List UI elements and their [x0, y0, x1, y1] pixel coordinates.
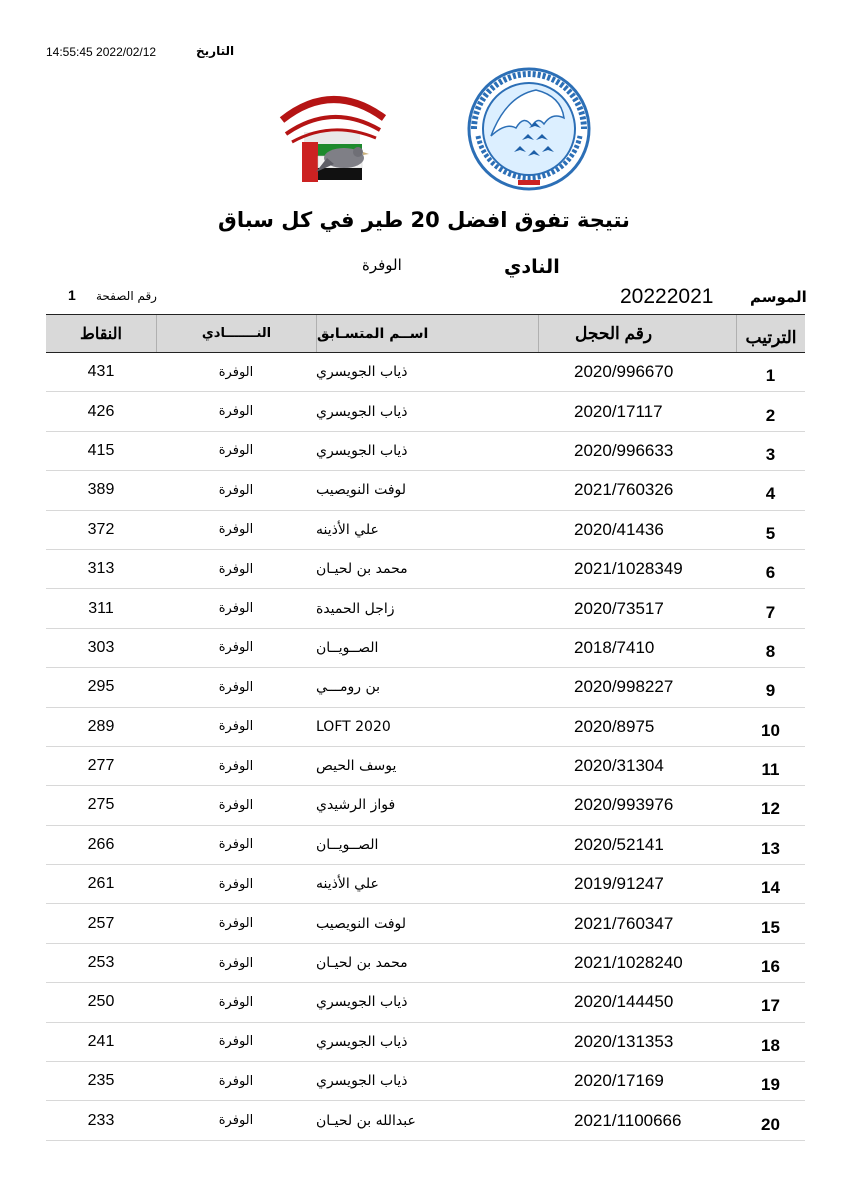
name-cell-text: يوسف الحيص — [316, 758, 397, 775]
club-label: النادي — [504, 256, 560, 278]
club-cell — [156, 550, 316, 588]
rank-cell-text: 6 — [765, 563, 776, 583]
rank-cell-text: 20 — [761, 1114, 780, 1134]
club-cell — [156, 1101, 316, 1139]
ring-cell — [538, 1101, 736, 1139]
table-body — [46, 353, 805, 1141]
name-cell-text: ذياب الجويسري — [316, 994, 408, 1011]
club-cell — [156, 983, 316, 1021]
date-label: التاريخ — [196, 44, 235, 58]
name-cell-text: ذياب الجويسري — [316, 1033, 408, 1050]
results-table — [46, 314, 805, 1141]
club-cell — [156, 629, 316, 667]
name-cell-text: فواز الرشيدي — [316, 797, 396, 814]
header-ring: رقم الحجل — [538, 315, 736, 352]
rank-cell — [736, 865, 805, 903]
points-cell — [46, 1062, 156, 1100]
points-cell-text: 389 — [87, 481, 115, 499]
club-logo — [272, 72, 392, 192]
club-cell — [156, 1062, 316, 1100]
table-row — [46, 1062, 805, 1101]
rank-cell — [736, 668, 805, 706]
rank-cell-text: 13 — [761, 838, 780, 858]
table-header — [46, 314, 805, 353]
ring-cell-text: 2020/31304 — [574, 756, 664, 776]
header-rank: الترتيب — [736, 315, 805, 352]
ring-cell — [538, 826, 736, 864]
ring-cell-text: 2021/760326 — [574, 480, 674, 500]
rank-cell-text: 9 — [765, 681, 776, 701]
rank-cell-text: 3 — [765, 444, 776, 464]
ring-cell-text: 2020/998227 — [574, 677, 674, 697]
name-cell-text: لوفت النويصيب — [316, 482, 407, 499]
title-part2: طير في كل سباق — [218, 208, 411, 232]
ring-cell — [538, 353, 736, 391]
points-cell — [46, 432, 156, 470]
page-value: 1 — [68, 287, 76, 303]
points-cell-text: 295 — [87, 678, 115, 696]
club-cell-text: الوفرة — [218, 640, 254, 656]
club-cell-text: الوفرة — [218, 561, 254, 577]
points-cell — [46, 392, 156, 430]
ring-cell — [538, 904, 736, 942]
table-row — [46, 708, 805, 747]
ring-cell — [538, 983, 736, 1021]
club-cell — [156, 944, 316, 982]
name-cell-text: الصــويــان — [316, 639, 379, 656]
points-cell-text: 313 — [87, 560, 115, 578]
points-cell — [46, 629, 156, 667]
table-row — [46, 629, 805, 668]
table-row — [46, 471, 805, 510]
name-cell — [316, 944, 538, 982]
club-cell — [156, 471, 316, 509]
rank-cell-text: 19 — [761, 1075, 780, 1095]
points-cell — [46, 708, 156, 746]
rank-cell — [736, 550, 805, 588]
ring-cell-text: 2018/7410 — [574, 637, 655, 657]
points-cell-text: 275 — [87, 796, 115, 814]
club-cell-text: الوفرة — [218, 876, 254, 892]
rank-cell-text: 7 — [765, 602, 776, 622]
ring-cell — [538, 1023, 736, 1061]
name-cell-text: علي الأذينه — [316, 876, 379, 893]
name-cell-text: محمد بن لحيـان — [316, 955, 408, 972]
club-cell — [156, 1023, 316, 1061]
name-cell — [316, 668, 538, 706]
table-row — [46, 826, 805, 865]
ring-cell-text: 2020/17169 — [574, 1071, 664, 1091]
points-cell-text: 266 — [87, 835, 115, 853]
ring-cell-text: 2020/996633 — [574, 440, 674, 460]
rank-cell — [736, 432, 805, 470]
ring-cell — [538, 511, 736, 549]
ring-cell — [538, 1062, 736, 1100]
club-cell — [156, 392, 316, 430]
ring-cell — [538, 786, 736, 824]
table-row — [46, 432, 805, 471]
points-cell-text: 311 — [88, 599, 114, 617]
points-cell — [46, 668, 156, 706]
table-row — [46, 392, 805, 431]
points-cell-text: 289 — [87, 717, 115, 735]
rank-cell-text: 4 — [765, 484, 776, 504]
name-cell-text: علي الأذينه — [316, 521, 379, 538]
club-cell — [156, 708, 316, 746]
ring-cell-text: 2020/144450 — [574, 992, 674, 1012]
name-cell — [316, 1101, 538, 1139]
rank-cell — [736, 826, 805, 864]
points-cell-text: 233 — [87, 1111, 115, 1129]
rank-cell-text: 17 — [761, 996, 780, 1016]
rank-cell — [736, 471, 805, 509]
points-cell-text: 241 — [87, 1032, 115, 1050]
table-row — [46, 1023, 805, 1062]
name-cell — [316, 983, 538, 1021]
ring-cell — [538, 392, 736, 430]
table-row — [46, 511, 805, 550]
title-part1: نتيجة تفوق افضل — [439, 208, 630, 232]
date-value: 14:55:45 2022/02/12 — [46, 45, 157, 59]
report-title — [0, 208, 848, 232]
points-cell-text: 257 — [87, 914, 115, 932]
points-cell-text: 426 — [87, 402, 115, 420]
name-cell-text: ذياب الجويسري — [316, 364, 408, 381]
points-cell — [46, 983, 156, 1021]
rank-cell — [736, 944, 805, 982]
club-cell-text: الوفرة — [218, 916, 254, 932]
ring-cell — [538, 589, 736, 627]
points-cell-text: 277 — [87, 757, 115, 775]
name-cell — [316, 826, 538, 864]
rank-cell — [736, 708, 805, 746]
rank-cell — [736, 904, 805, 942]
points-cell — [46, 747, 156, 785]
club-cell-text: الوفرة — [218, 482, 254, 498]
ring-cell — [538, 550, 736, 588]
club-cell — [156, 904, 316, 942]
name-cell — [316, 865, 538, 903]
ring-cell — [538, 629, 736, 667]
ring-cell-text: 2021/760347 — [574, 913, 674, 933]
rank-cell — [736, 983, 805, 1021]
table-row — [46, 550, 805, 589]
club-cell-text: الوفرة — [218, 1073, 254, 1089]
points-cell — [46, 826, 156, 864]
name-cell-text: LOFT 2020 — [316, 718, 391, 735]
rank-cell — [736, 786, 805, 824]
club-cell-text: الوفرة — [218, 758, 254, 774]
club-cell — [156, 353, 316, 391]
club-cell — [156, 432, 316, 470]
table-row — [46, 353, 805, 392]
title-number: 20 — [410, 208, 440, 232]
ring-cell-text: 2020/993976 — [574, 795, 674, 815]
points-cell-text: 261 — [87, 875, 115, 893]
rank-cell-text: 15 — [761, 917, 780, 937]
ring-cell — [538, 668, 736, 706]
rank-cell-text: 10 — [761, 720, 780, 740]
rank-cell-text: 12 — [761, 799, 780, 819]
club-cell — [156, 589, 316, 627]
rank-cell — [736, 511, 805, 549]
rank-cell-text: 8 — [765, 641, 776, 661]
rank-cell-text: 14 — [761, 878, 780, 898]
name-cell-text: عبدالله بن لحيـان — [316, 1112, 416, 1129]
name-cell — [316, 1062, 538, 1100]
name-cell-text: ذياب الجويسري — [316, 442, 408, 459]
table-row — [46, 983, 805, 1022]
name-cell-text: بن رومـــي — [316, 679, 380, 696]
ring-cell-text: 2020/131353 — [574, 1031, 674, 1051]
name-cell — [316, 432, 538, 470]
table-row — [46, 668, 805, 707]
table-row — [46, 904, 805, 943]
club-cell-text: الوفرة — [218, 443, 254, 459]
name-cell — [316, 353, 538, 391]
ring-cell-text: 2020/996670 — [574, 362, 674, 382]
club-cell-text: الوفرة — [218, 364, 254, 380]
rank-cell — [736, 589, 805, 627]
season-label: الموسم — [750, 288, 807, 306]
name-cell — [316, 471, 538, 509]
points-cell-text: 250 — [87, 993, 115, 1011]
points-cell — [46, 1023, 156, 1061]
rank-cell — [736, 1023, 805, 1061]
points-cell-text: 372 — [87, 520, 115, 538]
club-cell-text: الوفرة — [218, 1034, 254, 1050]
name-cell — [316, 786, 538, 824]
club-cell-text: الوفرة — [218, 522, 254, 538]
club-cell-text: الوفرة — [218, 797, 254, 813]
ring-cell-text: 2020/73517 — [574, 598, 664, 618]
ring-cell — [538, 865, 736, 903]
rank-cell-text: 1 — [765, 366, 776, 386]
name-cell-text: ذياب الجويسري — [316, 1073, 408, 1090]
header-name: اســم المتسـابق — [316, 315, 538, 352]
club-cell-text: الوفرة — [218, 404, 254, 420]
name-cell — [316, 511, 538, 549]
name-cell-text: الصــويــان — [316, 836, 379, 853]
club-cell — [156, 826, 316, 864]
ring-cell-text: 2021/1028349 — [574, 559, 683, 579]
points-cell — [46, 353, 156, 391]
points-cell — [46, 550, 156, 588]
rank-cell — [736, 1062, 805, 1100]
club-cell — [156, 786, 316, 824]
ring-cell-text: 2021/1028240 — [574, 953, 683, 973]
table-row — [46, 747, 805, 786]
ring-cell-text: 2020/52141 — [574, 834, 664, 854]
ring-cell-text: 2019/91247 — [574, 874, 664, 894]
name-cell-text: لوفت النويصيب — [316, 915, 407, 932]
points-cell-text: 415 — [87, 441, 115, 459]
name-cell — [316, 589, 538, 627]
points-cell-text: 253 — [87, 954, 115, 972]
points-cell-text: 303 — [87, 638, 115, 656]
rank-cell — [736, 392, 805, 430]
rank-cell-text: 5 — [765, 523, 776, 543]
points-cell — [46, 865, 156, 903]
points-cell — [46, 944, 156, 982]
table-row — [46, 786, 805, 825]
points-cell — [46, 1101, 156, 1139]
club-value: الوفرة — [362, 256, 402, 274]
club-cell-text: الوفرة — [218, 955, 254, 971]
rank-cell — [736, 1101, 805, 1139]
ring-cell — [538, 944, 736, 982]
name-cell — [316, 629, 538, 667]
club-cell — [156, 511, 316, 549]
points-cell — [46, 904, 156, 942]
federation-logo — [466, 66, 592, 192]
rank-cell-text: 2 — [765, 405, 776, 425]
table-row — [46, 589, 805, 628]
table-row — [46, 1101, 805, 1140]
points-cell — [46, 511, 156, 549]
points-cell-text: 431 — [87, 363, 115, 381]
ring-cell — [538, 747, 736, 785]
points-cell — [46, 471, 156, 509]
points-cell-text: 235 — [87, 1072, 115, 1090]
rank-cell-text: 16 — [761, 957, 780, 977]
ring-cell-text: 2020/8975 — [574, 716, 655, 736]
club-cell-text: الوفرة — [218, 1113, 254, 1129]
club-cell-text: الوفرة — [218, 679, 254, 695]
ring-cell — [538, 708, 736, 746]
club-cell-text: الوفرة — [218, 837, 254, 853]
table-row — [46, 944, 805, 983]
ring-cell — [538, 432, 736, 470]
header-points: النقاط — [80, 325, 122, 343]
page-label: رقم الصفحة — [96, 289, 157, 303]
ring-cell-text: 2020/17117 — [574, 401, 663, 421]
name-cell — [316, 708, 538, 746]
table-row — [46, 865, 805, 904]
rank-cell-text: 11 — [761, 760, 780, 780]
rank-cell — [736, 629, 805, 667]
name-cell — [316, 747, 538, 785]
rank-cell-text: 18 — [761, 1035, 780, 1055]
name-cell — [316, 904, 538, 942]
club-cell — [156, 668, 316, 706]
club-cell-text: الوفرة — [218, 994, 254, 1010]
name-cell-text: ذياب الجويسري — [316, 403, 408, 420]
rank-cell — [736, 353, 805, 391]
name-cell-text: زاجل الحميدة — [316, 600, 395, 617]
ring-cell-text: 2020/41436 — [574, 519, 664, 539]
name-cell — [316, 550, 538, 588]
ring-cell-text: 2021/1100666 — [574, 1110, 682, 1130]
season-value: 20222021 — [620, 285, 714, 308]
points-cell — [46, 589, 156, 627]
name-cell — [316, 392, 538, 430]
name-cell-text: محمد بن لحيـان — [316, 561, 408, 578]
points-cell — [46, 786, 156, 824]
rank-cell — [736, 747, 805, 785]
header-club: النـــــــادي — [156, 315, 316, 352]
ring-cell — [538, 471, 736, 509]
club-cell-text: الوفرة — [218, 719, 254, 735]
name-cell — [316, 1023, 538, 1061]
club-cell — [156, 865, 316, 903]
club-cell — [156, 747, 316, 785]
club-cell-text: الوفرة — [218, 601, 254, 617]
